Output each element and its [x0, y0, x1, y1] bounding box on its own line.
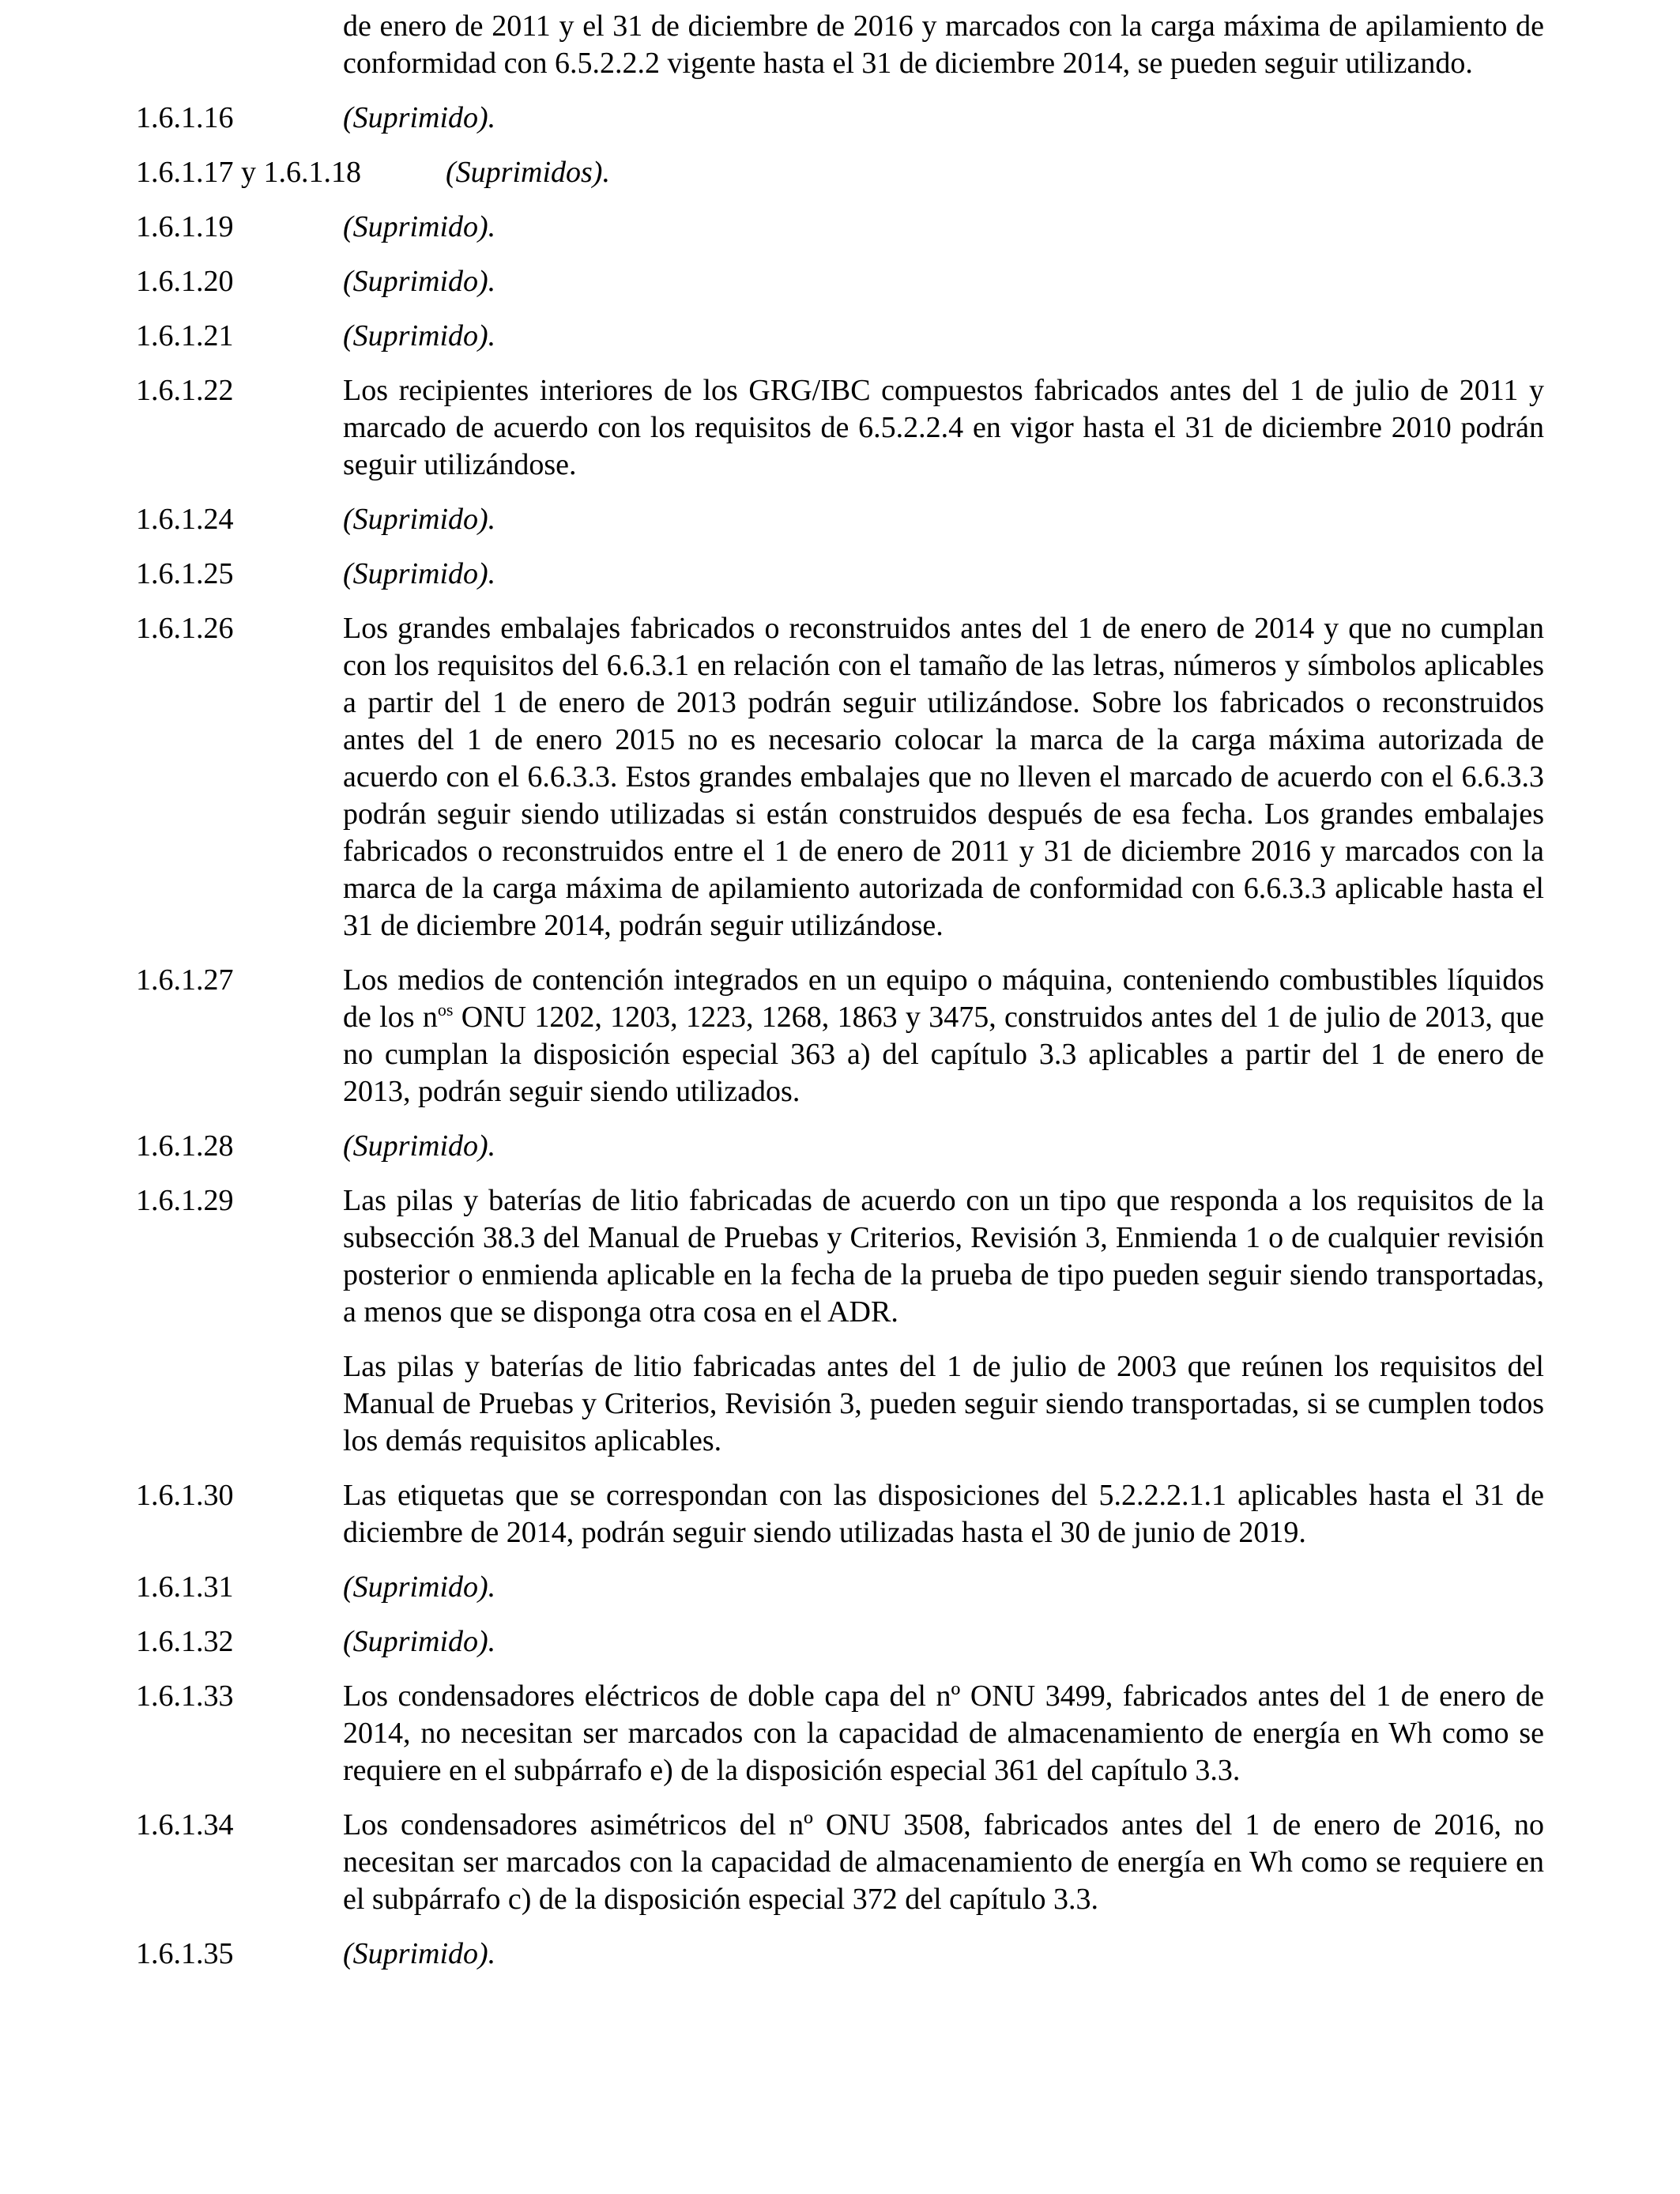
entry-text: (Suprimido).: [343, 557, 496, 590]
entry-1-6-1-19: [136, 209, 1544, 246]
entry-number: 1.6.1.31: [136, 1570, 234, 1604]
entry-1-6-1-20: [136, 263, 1544, 300]
entry-1-6-1-33: [136, 1678, 1544, 1789]
entry-1-6-1-30: [136, 1477, 1544, 1551]
entry-paragraph-1: Las pilas y baterías de litio fabricadas de acuerdo con un tipo que responda a los requisitos de la subsección 38.3 del Manual de Pruebas y Criterios, Revisión 3, Enmienda 1 o de cualquier revisión posterior o enmienda aplicable en la fecha de la prueba de tipo pueden seguir siendo transportadas, a menos que se disponga otra cosa en el ADR.: [343, 1184, 1544, 1329]
entry-number: 1.6.1.22: [136, 374, 234, 407]
entry-text: (Suprimidos).: [446, 156, 610, 189]
entry-1-6-1-16: [136, 100, 1544, 137]
entry-text: (Suprimido).: [343, 1129, 496, 1163]
entry-body: [343, 1182, 1544, 1460]
continuation-paragraph: de enero de 2011 y el 31 de diciembre de 2016 y marcados con la carga máxima de apilamiento de conformidad con 6.5.2.2.2 vigente hasta el 31 de diciembre 2014, se pueden seguir utilizando.: [343, 9, 1544, 80]
entry-number: 1.6.1.32: [136, 1625, 234, 1658]
entry-number: 1.6.1.25: [136, 557, 234, 590]
entry-text: Los grandes embalajes fabricados o reconstruidos antes del 1 de enero de 2014 y que no cumplan con los requisitos del 6.6.3.1 en relación con el tamaño de las letras, números y símbolos aplicables a partir del 1 de enero de 2013 podrán seguir utilizándose. Sobre los fabricados o reconstruidos antes del 1 de enero 2015 no es necesario colocar la marca de la carga máxima autorizada de acuerdo con el 6.6.3.3. Estos grandes embalajes que no lleven el marcado de acuerdo con el 6.6.3.3 podrán seguir siendo utilizadas si están construidos después de esa fecha. Los grandes embalajes fabricados o reconstruidos entre el 1 de enero de 2011 y 31 de diciembre 2016 y marcados con la marca de la carga máxima de apilamiento autorizada de conformidad con 6.6.3.3 aplicable hasta el 31 de diciembre 2014, podrán seguir utilizándose.: [343, 612, 1544, 942]
entry-1-6-1-21: [136, 318, 1544, 355]
entry-number: 1.6.1.16: [136, 101, 234, 134]
entry-1-6-1-17-18: [136, 154, 1544, 191]
entry-text: Los condensadores asimétricos del nº ONU 3508, fabricados antes del 1 de enero de 2016, no necesitan ser marcados con la capacidad de almacenamiento de energía en Wh como se requiere en el subpárrafo c) de la disposición especial 372 del capítulo 3.3.: [343, 1808, 1544, 1916]
entry-number: 1.6.1.19: [136, 210, 234, 243]
entry-1-6-1-28: [136, 1128, 1544, 1165]
entry-number: 1.6.1.17 y 1.6.1.18: [136, 156, 361, 189]
entry-text-part-b: ONU 1202, 1203, 1223, 1268, 1863 y 3475, construidos antes del 1 de julio de 2013, que no cumplan la disposición especial 363 a) del capítulo 3.3 aplicables a partir del 1 de enero de 2013, podrán seguir siendo utilizados.: [343, 1001, 1545, 1108]
entry-text: [343, 962, 1544, 1110]
entry-text: (Suprimido).: [343, 265, 496, 298]
document-page: [136, 8, 1544, 1990]
entry-1-6-1-34: [136, 1807, 1544, 1918]
entry-text: (Suprimido).: [343, 1625, 496, 1658]
entry-text: (Suprimido).: [343, 210, 496, 243]
entry-text: (Suprimido).: [343, 319, 496, 352]
entry-text: Los recipientes interiores de los GRG/IBC compuestos fabricados antes del 1 de julio de 2011 y marcado de acuerdo con los requisitos de 6.5.2.2.4 en vigor hasta el 31 de diciembre 2010 podrán seguir utilizándose.: [343, 374, 1544, 481]
entry-text: Los condensadores eléctricos de doble capa del nº ONU 3499, fabricados antes del 1 de enero de 2014, no necesitan ser marcados con la capacidad de almacenamiento de energía en Wh como se requiere en el subpárrafo e) de la disposición especial 361 del capítulo 3.3.: [343, 1679, 1544, 1787]
entry-number: 1.6.1.30: [136, 1479, 234, 1512]
entry-number: 1.6.1.35: [136, 1937, 234, 1970]
entry-1-6-1-35: [136, 1936, 1544, 1973]
entry-1-6-1-32: [136, 1623, 1544, 1661]
entry-number: 1.6.1.21: [136, 319, 234, 352]
entry-1-6-1-25: [136, 556, 1544, 593]
entry-text: (Suprimido).: [343, 503, 496, 536]
entry-text: (Suprimido).: [343, 101, 496, 134]
entry-number: 1.6.1.24: [136, 503, 234, 536]
entry-number: 1.6.1.29: [136, 1184, 234, 1217]
entry-text: (Suprimido).: [343, 1570, 496, 1604]
entry-text-part-a: Los medios de contención integrados en un equipo o máquina, conteniendo combustibles líquidos de los n: [343, 963, 1544, 1034]
entry-1-6-1-27: [136, 962, 1544, 1110]
entry-number: 1.6.1.28: [136, 1129, 234, 1163]
entry-number: 1.6.1.20: [136, 265, 234, 298]
superscript: os: [437, 1000, 454, 1020]
entry-number: 1.6.1.26: [136, 612, 234, 645]
entry-1-6-1-24: [136, 501, 1544, 538]
entry-number: 1.6.1.33: [136, 1679, 234, 1713]
entry-1-6-1-29: [136, 1182, 1544, 1460]
entry-1-6-1-31: [136, 1569, 1544, 1606]
entry-paragraph-2: Las pilas y baterías de litio fabricadas antes del 1 de julio de 2003 que reúnen los requisitos del Manual de Pruebas y Criterios, Revisión 3, pueden seguir siendo transportadas, si se cumplen todos los demás requisitos aplicables.: [343, 1350, 1544, 1457]
entry-1-6-1-22: [136, 372, 1544, 484]
entry-text: (Suprimido).: [343, 1937, 496, 1970]
entry-text: Las etiquetas que se correspondan con las disposiciones del 5.2.2.2.1.1 aplicables hasta el 31 de diciembre de 2014, podrán seguir siendo utilizadas hasta el 30 de junio de 2019.: [343, 1479, 1544, 1549]
entry-number: 1.6.1.27: [136, 963, 234, 997]
entry-1-6-1-26: [136, 610, 1544, 944]
entry-number: 1.6.1.34: [136, 1808, 234, 1842]
